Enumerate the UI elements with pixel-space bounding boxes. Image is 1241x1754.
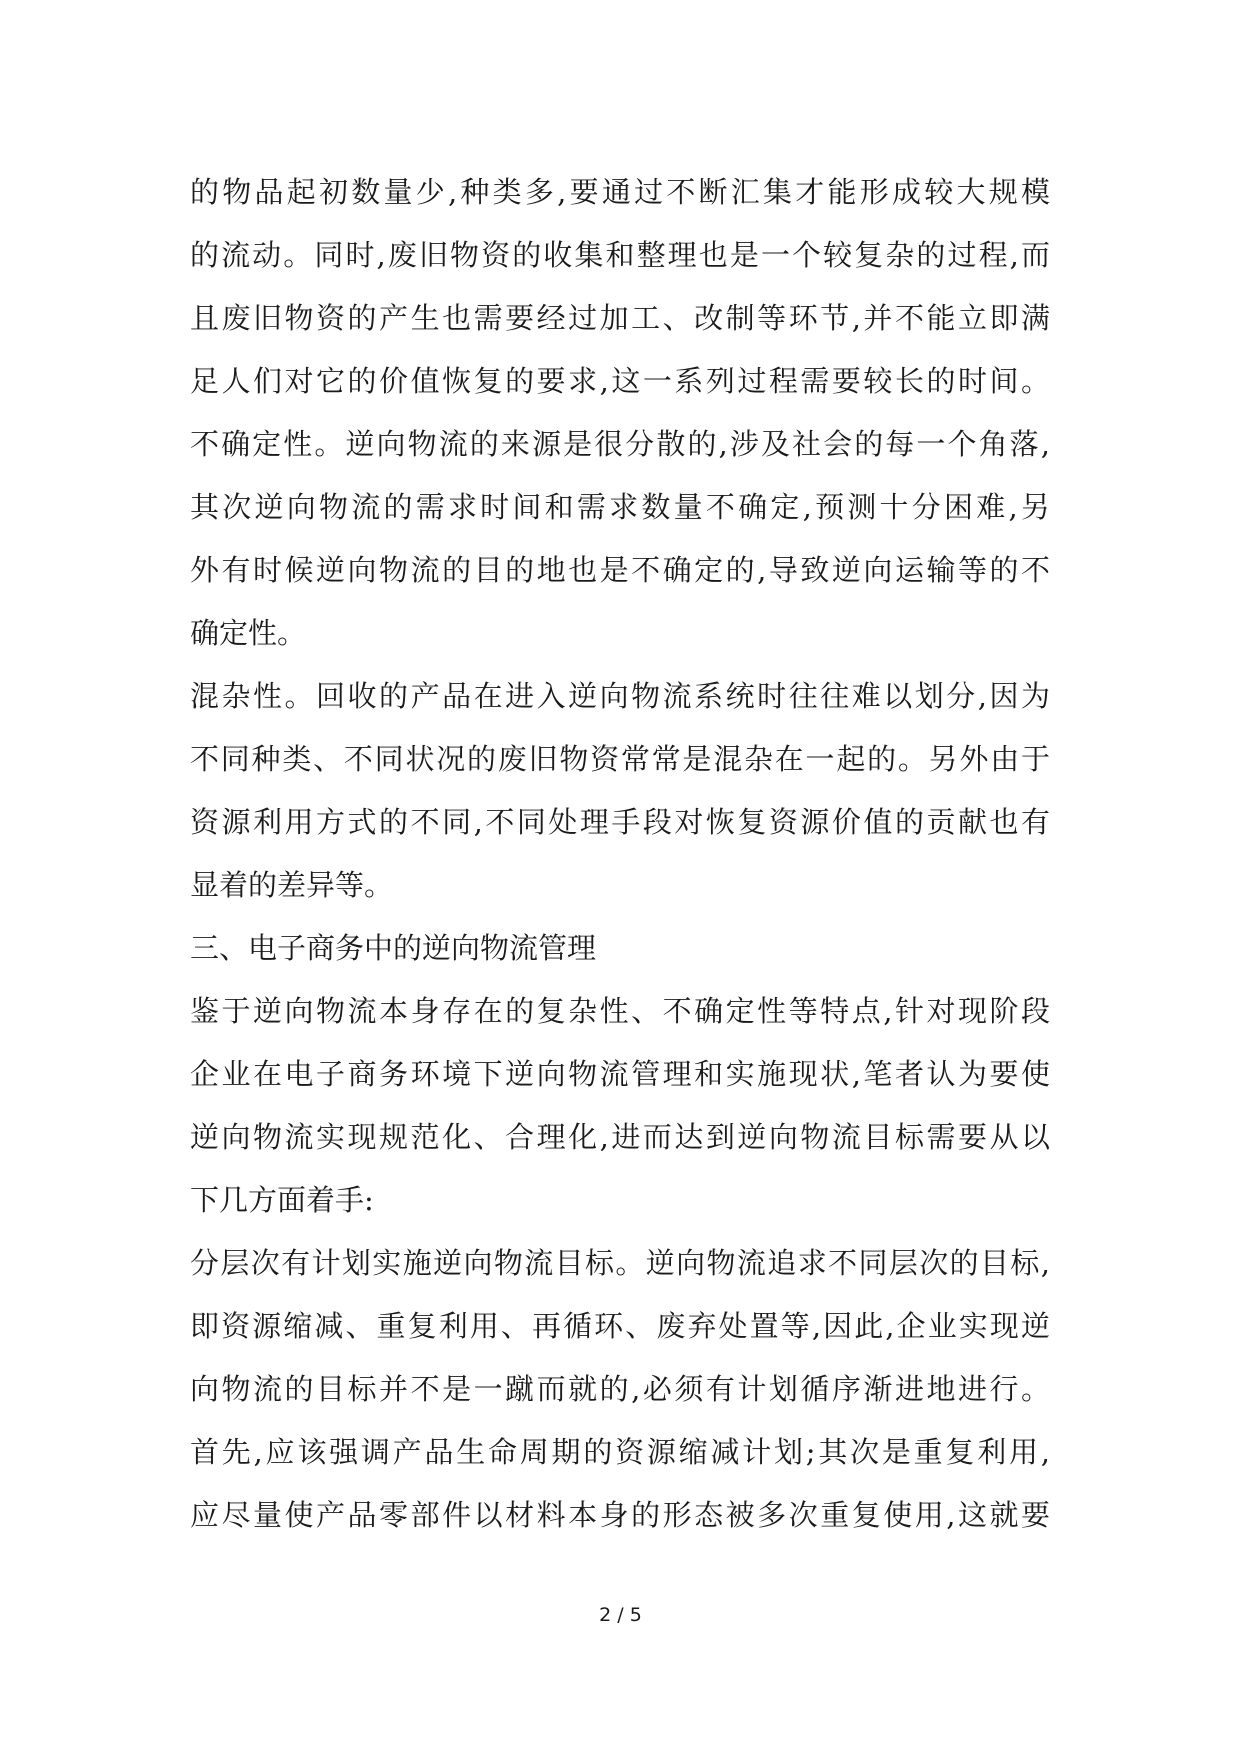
text-line: 资源利用方式的不同,不同处理手段对恢复资源价值的贡献也有 bbox=[190, 805, 1050, 839]
text-line: 其次逆向物流的需求时间和需求数量不确定,预测十分困难,另 bbox=[190, 490, 1050, 524]
section-heading: 三、电子商务中的逆向物流管理 bbox=[190, 931, 597, 965]
document-body bbox=[190, 161, 1050, 1547]
text-line: 不确定性。逆向物流的来源是很分散的,涉及社会的每一个角落, bbox=[190, 427, 1050, 461]
text-line: 即资源缩减、重复利用、再循环、废弃处置等,因此,企业实现逆 bbox=[190, 1309, 1050, 1343]
text-line: 向物流的目标并不是一蹴而就的,必须有计划循序渐进地进行。 bbox=[190, 1372, 1050, 1406]
text-line: 不同种类、不同状况的废旧物资常常是混杂在一起的。另外由于 bbox=[190, 742, 1050, 776]
text-line: 外有时候逆向物流的目的地也是不确定的,导致逆向运输等的不 bbox=[190, 553, 1050, 587]
text-line: 首先,应该强调产品生命周期的资源缩减计划;其次是重复利用, bbox=[190, 1435, 1050, 1469]
text-line: 且废旧物资的产生也需要经过加工、改制等环节,并不能立即满 bbox=[190, 301, 1050, 335]
text-line: 逆向物流实现规范化、合理化,进而达到逆向物流目标需要从以 bbox=[190, 1120, 1050, 1154]
text-line: 混杂性。回收的产品在进入逆向物流系统时往往难以划分,因为 bbox=[190, 679, 1050, 713]
text-line: 足人们对它的价值恢复的要求,这一系列过程需要较长的时间。 bbox=[190, 364, 1050, 398]
page-indicator: 2 / 5 bbox=[599, 1604, 642, 1626]
text-line: 分层次有计划实施逆向物流目标。逆向物流追求不同层次的目标, bbox=[190, 1246, 1050, 1280]
text-line: 下几方面着手: bbox=[190, 1183, 374, 1217]
text-line: 的流动。同时,废旧物资的收集和整理也是一个较复杂的过程,而 bbox=[190, 238, 1050, 272]
text-line: 确定性。 bbox=[190, 616, 307, 650]
text-line: 应尽量使产品零部件以材料本身的形态被多次重复使用,这就要 bbox=[190, 1498, 1050, 1532]
text-line: 企业在电子商务环境下逆向物流管理和实施现状,笔者认为要使 bbox=[190, 1057, 1050, 1091]
text-line: 鉴于逆向物流本身存在的复杂性、不确定性等特点,针对现阶段 bbox=[190, 994, 1050, 1028]
text-line: 显着的差异等。 bbox=[190, 868, 394, 902]
text-line: 的物品起初数量少,种类多,要通过不断汇集才能形成较大规模 bbox=[190, 175, 1050, 209]
